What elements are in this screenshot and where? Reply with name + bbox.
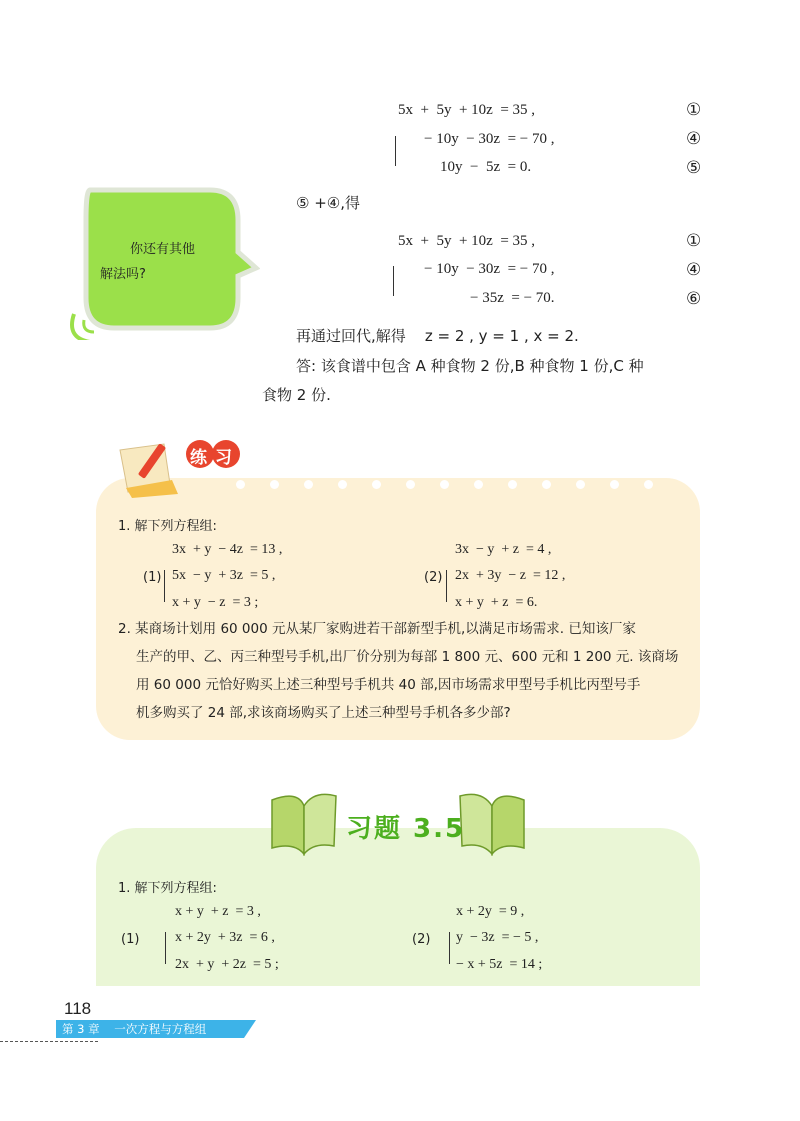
practice-q2-line-1: 2. 某商场计划用 60 000 元从某厂家购进若干部新型手机,以满足市场需求. 已知该厂家 <box>118 621 636 637</box>
equation: − 10y − 30z = − 70 , <box>424 131 555 147</box>
equation-label: ⑥ <box>686 289 702 309</box>
equation: 5x − y + 3z = 5 , <box>172 568 276 583</box>
equation-label: ① <box>686 231 702 251</box>
equation: y − 3z = − 5 , <box>456 930 539 945</box>
bubble-text-line2: 解法吗? <box>100 267 146 282</box>
equation: − x + 5z = 14 ; <box>456 957 543 972</box>
practice-q2-line-4: 机多购买了 24 部,求该商场购买了上述三种型号手机各多少部? <box>136 705 511 721</box>
system-brace <box>165 932 166 964</box>
system-brace <box>393 266 394 296</box>
system-label: (1) <box>121 932 140 947</box>
equation: 3x − y + z = 4 , <box>455 542 552 557</box>
answer-line-1: 答: 该食谱中包含 A 种食物 2 份,B 种食物 1 份,C 种 <box>296 357 644 375</box>
practice-title: 练习 <box>190 448 240 468</box>
exercise-q1-intro: 1. 解下列方程组: <box>118 881 217 896</box>
equation: x + y + z = 6. <box>455 595 538 610</box>
system-brace <box>395 136 396 166</box>
practice-q2-line-2: 生产的甲、乙、丙三种型号手机,出厂价分别为每部 1 800 元、600 元和 1 200 元. 该商场 <box>136 649 679 665</box>
bubble-text-line1: 你还有其他 <box>130 242 196 257</box>
answer-line-2: 食物 2 份. <box>262 386 331 404</box>
equation-label: ④ <box>686 129 702 149</box>
system-label: (1) <box>143 570 162 585</box>
equation: 5x + 5y + 10z = 35 , <box>398 233 536 249</box>
equation-label: ① <box>686 100 702 120</box>
system-brace <box>449 932 450 964</box>
open-book-icon-left <box>268 784 340 858</box>
equation: x + y − z = 3 ; <box>172 595 259 610</box>
page-number: 118 <box>64 999 92 1018</box>
footer-dashed-line <box>0 1041 98 1042</box>
equation: − 35z = − 70. <box>470 290 555 306</box>
equation-label: ④ <box>686 260 702 280</box>
system-brace <box>164 570 165 602</box>
bubble-shape <box>60 180 260 340</box>
equation: 2x + y + 2z = 5 ; <box>175 957 279 972</box>
step-text: ⑤ +④,得 <box>296 194 360 212</box>
exercise-title: 习题 3.5 <box>346 814 466 844</box>
open-book-icon-right <box>456 784 528 858</box>
equation: − 10y − 30z = − 70 , <box>424 261 555 277</box>
equation: 10y − 5z = 0. <box>440 159 532 175</box>
equation: 3x + y − 4z = 13 , <box>172 542 283 557</box>
system-label: (2) <box>412 932 431 947</box>
equation: x + 2y + 3z = 6 , <box>175 930 275 945</box>
equation: x + y + z = 3 , <box>175 904 261 919</box>
practice-q1-intro: 1. 解下列方程组: <box>118 519 217 534</box>
system-brace <box>446 570 447 602</box>
equation: 2x + 3y − z = 12 , <box>455 568 566 583</box>
system-label: (2) <box>424 570 443 585</box>
equation-label: ⑤ <box>686 158 702 178</box>
equation: 5x + 5y + 10z = 35 , <box>398 102 536 118</box>
chapter-label: 第 3 章 一次方程与方程组 <box>62 1022 207 1036</box>
scroll-pencil-icon <box>112 436 192 498</box>
practice-q2-line-3: 用 60 000 元恰好购买上述三种型号手机共 40 部,因市场需求甲型号手机比丙型号手 <box>136 677 641 693</box>
equation: x + 2y = 9 , <box>456 904 525 919</box>
back-substitution: 再通过回代,解得 z = 2 , y = 1 , x = 2. <box>296 327 579 345</box>
